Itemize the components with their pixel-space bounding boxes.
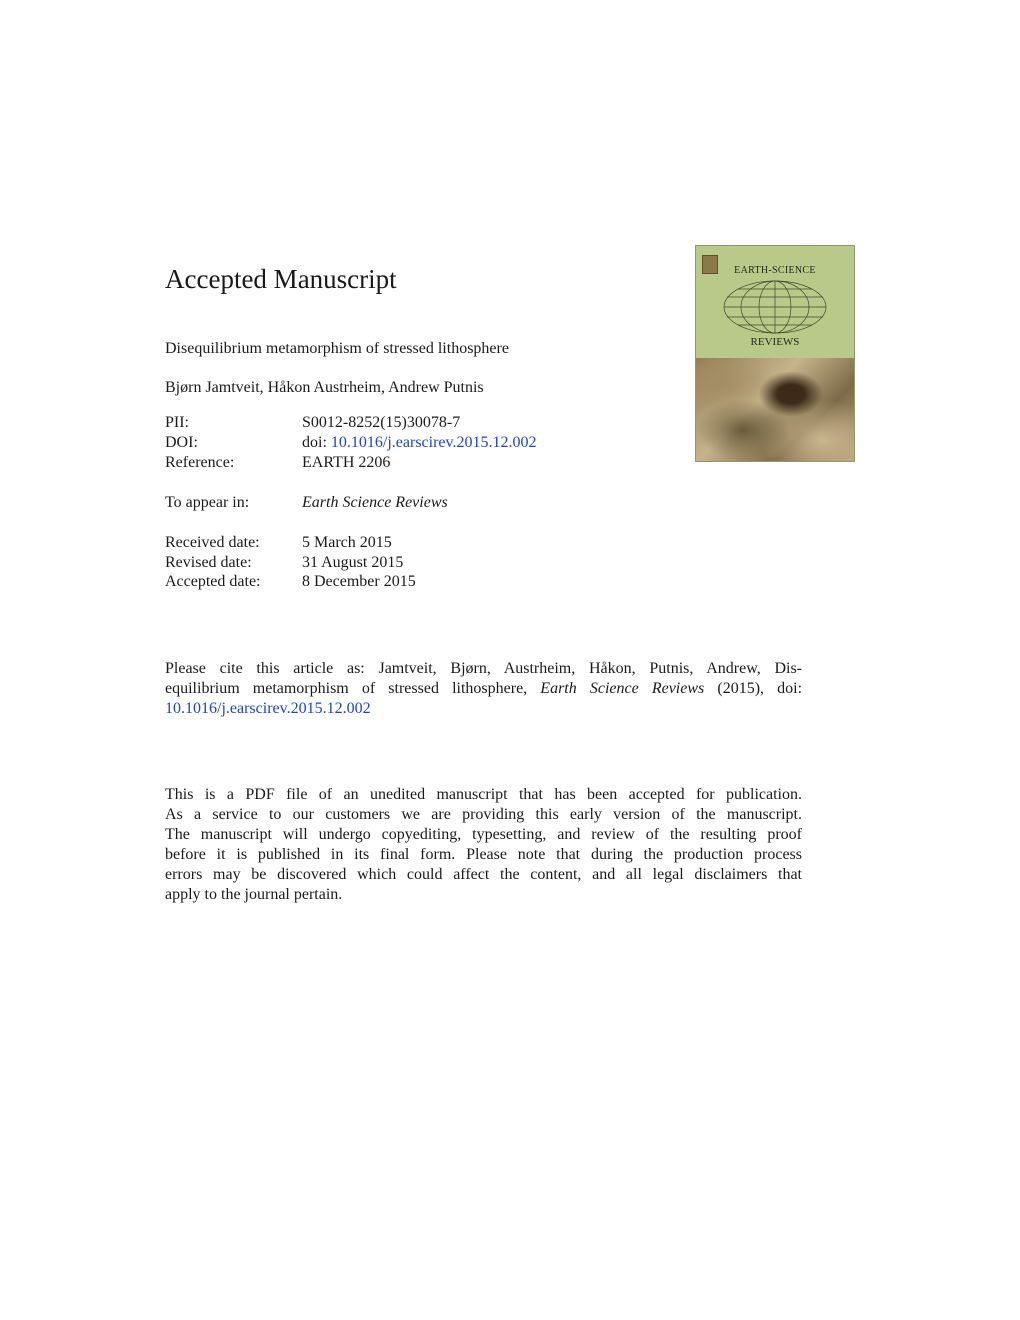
cover-photo	[696, 358, 854, 461]
disclaimer-line: before it is published in its final form. Please note that during the production process	[165, 846, 802, 863]
received-label: Received date:	[165, 534, 260, 551]
doi-prefix: doi:	[302, 434, 327, 451]
reference-value: EARTH 2206	[302, 454, 391, 471]
page-title: Accepted Manuscript	[165, 264, 397, 294]
cover-title-bottom: REVIEWS	[750, 336, 800, 348]
received-value: 5 March 2015	[302, 534, 392, 551]
journal-name: Earth Science Reviews	[302, 494, 448, 511]
disclaimer-line: apply to the journal pertain.	[165, 886, 343, 903]
journal-cover-image	[695, 245, 855, 462]
disclaimer-line: This is a PDF file of an unedited manuscript that has been accepted for publication.	[165, 786, 802, 803]
disclaimer-line: As a service to our customers we are providing this early version of the manuscript.	[165, 806, 802, 823]
disclaimer-line: errors may be discovered which could affect the content, and all legal disclaimers that	[165, 866, 802, 883]
article-title: Disequilibrium metamorphism of stressed lithosphere	[165, 340, 509, 357]
accepted-value: 8 December 2015	[302, 573, 416, 590]
globe-icon	[722, 279, 828, 335]
revised-value: 31 August 2015	[302, 554, 404, 571]
citation-line: Please cite this article as: Jamtveit, Bjørn, Austrheim, Håkon, Putnis, Andrew, Dis-	[165, 660, 802, 677]
citation-line	[165, 699, 802, 719]
doi-value	[302, 433, 536, 453]
appear-label: To appear in:	[165, 494, 250, 511]
citation-paragraph	[165, 659, 802, 719]
accepted-label: Accepted date:	[165, 573, 261, 590]
reference-label: Reference:	[165, 454, 235, 471]
pii-label: PII:	[165, 414, 189, 431]
cover-title-top: EARTH-SCIENCE	[734, 265, 816, 276]
citation-line: equilibrium metamorphism of stressed lithosphere, Earth Science Reviews (2015), doi:	[165, 680, 803, 697]
citation-doi-link[interactable]: 10.1016/j.earscirev.2015.12.002	[165, 700, 371, 717]
revised-label: Revised date:	[165, 554, 252, 571]
pii-value: S0012-8252(15)30078-7	[302, 414, 461, 431]
article-authors: Bjørn Jamtveit, Håkon Austrheim, Andrew Putnis	[165, 379, 484, 396]
disclaimer-paragraph	[165, 785, 802, 905]
citation-journal: Earth Science Reviews	[540, 680, 705, 697]
disclaimer-line: The manuscript will undergo copyediting, typesetting, and review of the resulting proof	[165, 826, 802, 843]
doi-link[interactable]: 10.1016/j.earscirev.2015.12.002	[330, 434, 537, 451]
doi-label: DOI:	[165, 434, 198, 451]
